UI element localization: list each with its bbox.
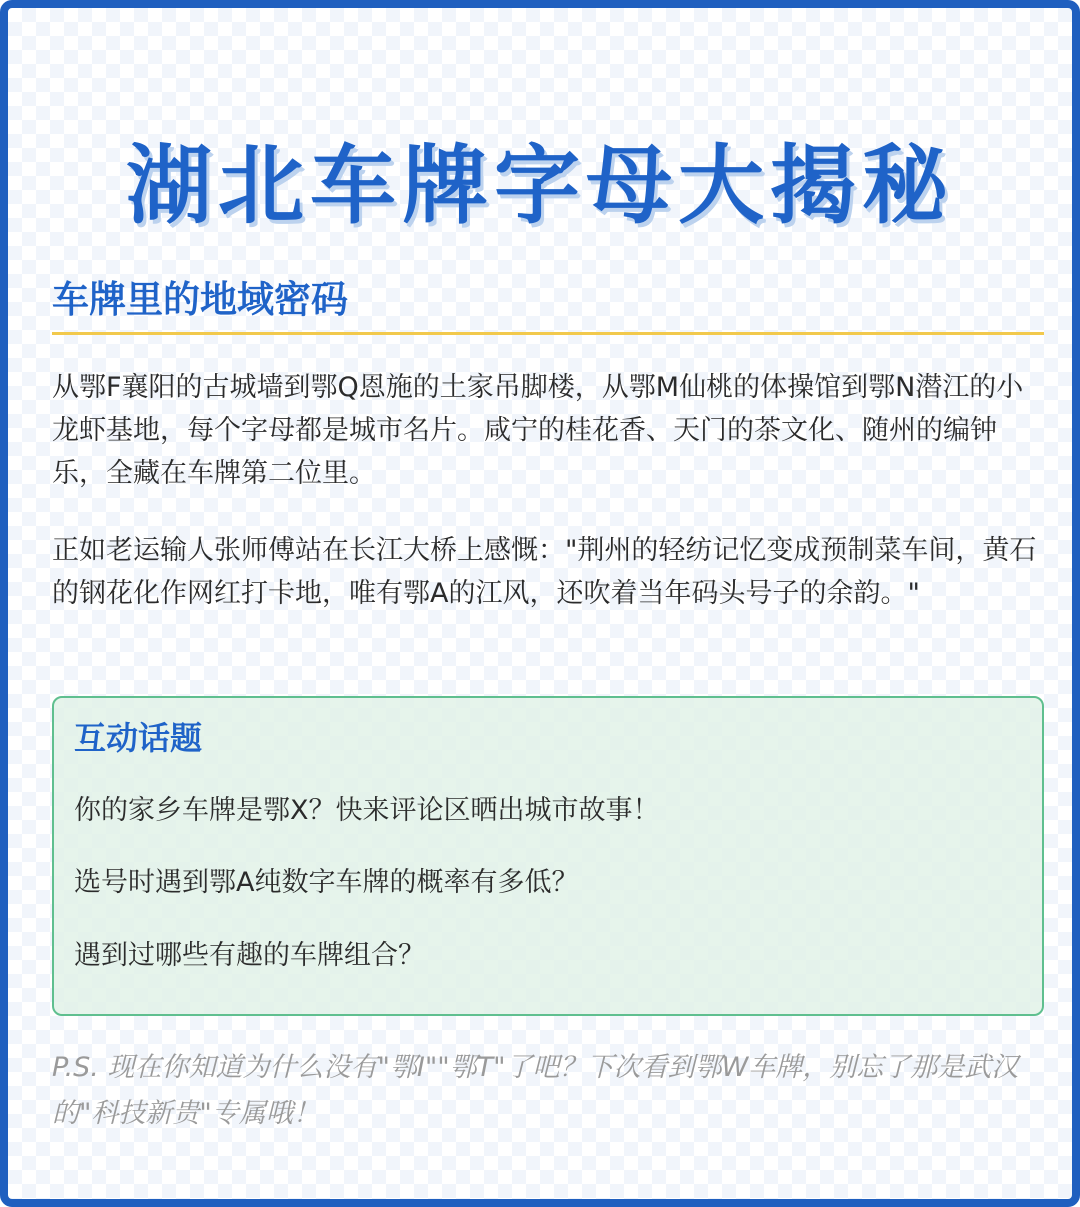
topic-question: 遇到过哪些有趣的车牌组合？ xyxy=(74,940,425,971)
heading-divider xyxy=(52,332,1044,335)
topic-question: 选号时遇到鄂A纯数字车牌的概率有多低？ xyxy=(74,867,579,898)
section-heading: 车牌里的地域密码 xyxy=(52,278,348,321)
panel-title: 互动话题 xyxy=(74,719,203,757)
page-title: 湖北车牌字母大揭秘 xyxy=(126,136,954,236)
postscript-note: P.S. 现在你知道为什么没有"鄂I""鄂T"了吧？下次看到鄂W车牌，别忘了那是武汉的"科技新贵"专属哦！ xyxy=(52,1052,1019,1129)
topic-question: 你的家乡车牌是鄂X？快来评论区晒出城市故事！ xyxy=(74,795,660,826)
paragraph-regions: 从鄂F襄阳的古城墙到鄂Q恩施的土家吊脚楼，从鄂M仙桃的体操馆到鄂N潜江的小龙虾基地，每个字母都是城市名片。咸宁的桂花香、天门的茶文化、随州的编钟乐，全藏在车牌第二位里。 xyxy=(52,372,1024,489)
paragraph-quote: 正如老运输人张师傅站在长江大桥上感慨："荆州的轻纺记忆变成预制菜车间，黄石的钢花化作网红打卡地，唯有鄂A的江风，还吹着当年码头号子的余韵。" xyxy=(52,535,1037,609)
interactive-topics-panel xyxy=(52,696,1044,1016)
